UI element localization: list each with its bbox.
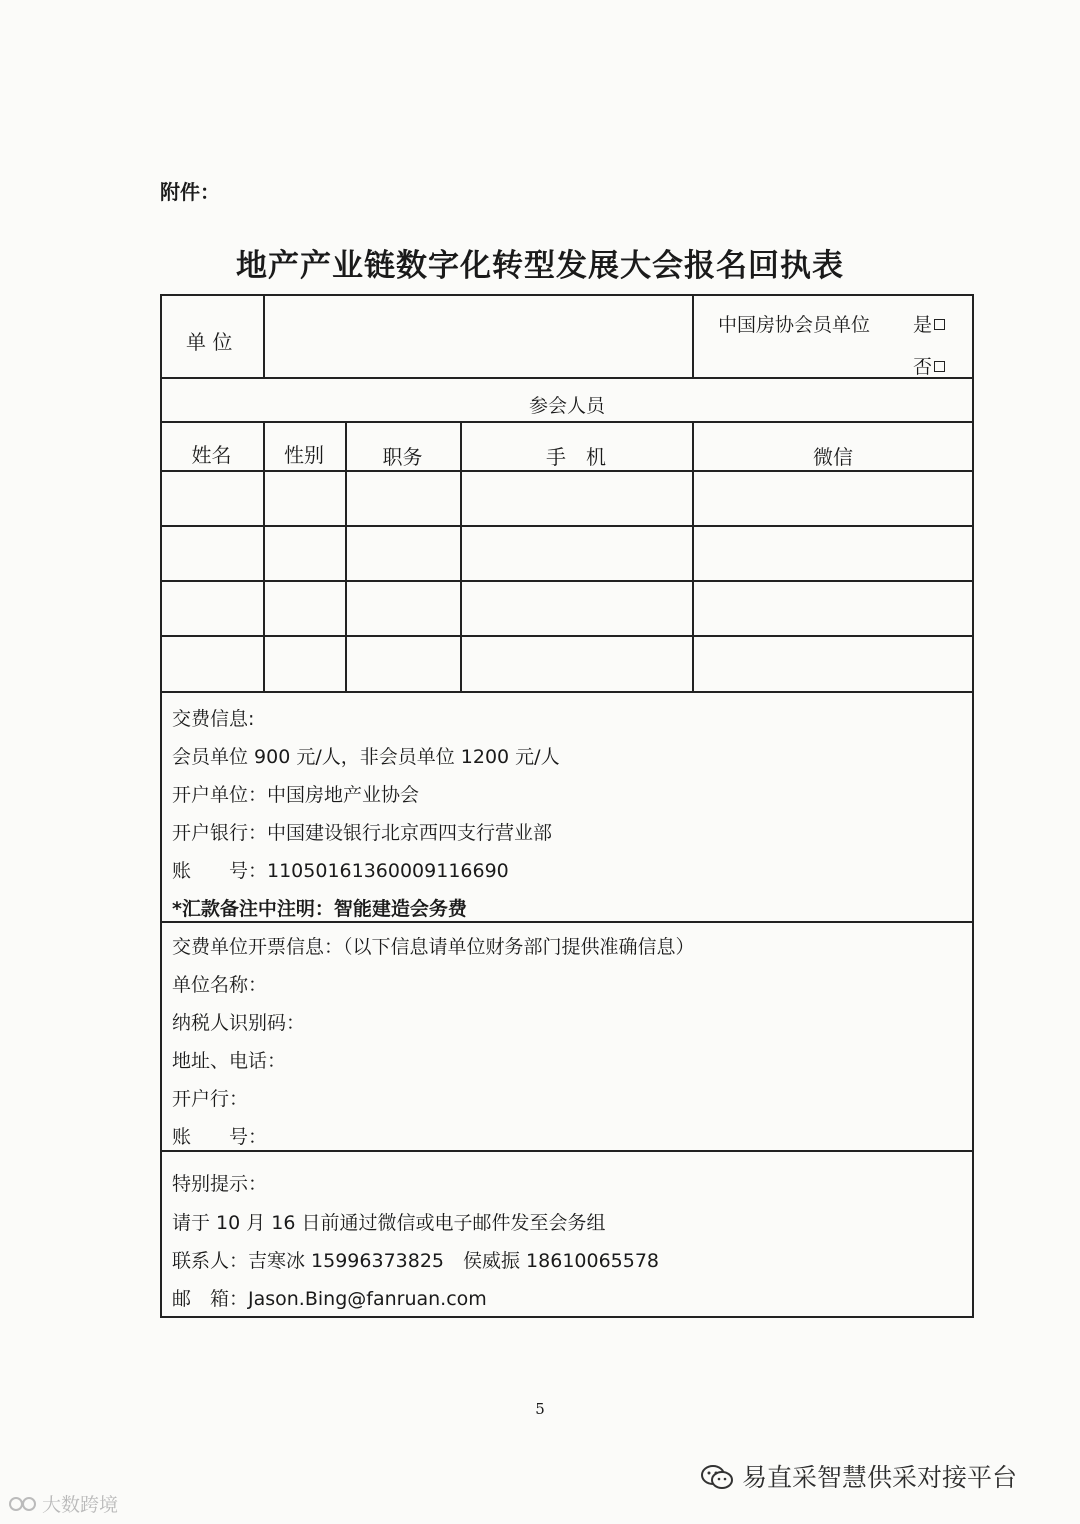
cell-position[interactable] [348, 583, 459, 634]
form-border-top [160, 294, 974, 296]
document-title: 地产产业链数字化转型发展大会报名回执表 [236, 248, 844, 284]
payment-account-number: 账 号：11050161360009116690 [172, 860, 509, 882]
cell-name[interactable] [163, 638, 262, 690]
divider [160, 691, 974, 693]
cell-wechat[interactable] [695, 638, 971, 690]
payment-bank: 开户银行：中国建设银行北京西四支行营业部 [172, 822, 553, 844]
notice-deadline: 请于 10 月 16 日前通过微信或电子邮件发至会务组 [172, 1212, 606, 1234]
form-border-bottom [160, 1316, 974, 1318]
invoice-bank: 开户行： [172, 1088, 249, 1110]
member-yes-label: 是 [913, 314, 933, 336]
cell-gender[interactable] [266, 528, 344, 579]
cell-position[interactable] [348, 528, 459, 579]
invoice-account: 账 号： [172, 1126, 268, 1148]
invoice-company-name: 单位名称： [172, 974, 268, 996]
member-yes-option[interactable] [913, 310, 945, 337]
cell-mobile[interactable] [463, 583, 691, 634]
cell-wechat[interactable] [695, 473, 971, 524]
divider [692, 294, 694, 378]
payment-heading: 交费信息: [172, 708, 255, 730]
payment-remark: *汇款备注中注明：智能建造会务费 [172, 898, 467, 920]
cell-mobile[interactable] [463, 638, 691, 690]
watermark-source [8, 1490, 118, 1517]
attachment-label: 附件： [160, 180, 220, 204]
cell-mobile[interactable] [463, 473, 691, 524]
cell-name[interactable] [163, 473, 262, 524]
divider [160, 525, 974, 527]
attendees-header: 参会人员 [528, 395, 605, 417]
watermark-wechat-account [700, 1458, 1017, 1494]
member-no-option[interactable] [913, 352, 945, 379]
col-header-mobile: 手 机 [546, 445, 606, 469]
member-question [718, 310, 870, 337]
divider [160, 1150, 974, 1152]
notice-heading: 特别提示： [172, 1173, 268, 1195]
cell-wechat[interactable] [695, 528, 971, 579]
invoice-tax-id: 纳税人识别码： [172, 1012, 306, 1034]
col-header-gender: 性别 [284, 443, 324, 467]
watermark-right-text: 易直采智慧供采对接平台 [742, 1463, 1018, 1492]
cell-name[interactable] [163, 528, 262, 579]
divider [160, 421, 974, 423]
unit-label: 单 位 [186, 330, 233, 354]
divider [263, 294, 265, 378]
cell-gender[interactable] [266, 583, 344, 634]
divider [160, 377, 974, 379]
member-question-label: 中国房协会员单位 [718, 314, 871, 336]
cell-position[interactable] [348, 638, 459, 690]
divider [160, 470, 974, 472]
watermark-left-text: 大数跨境 [42, 1494, 119, 1516]
cell-gender[interactable] [266, 638, 344, 690]
payment-account-holder: 开户单位：中国房地产业协会 [172, 784, 420, 806]
col-header-position: 职务 [382, 445, 423, 469]
checkbox-icon[interactable] [934, 319, 945, 330]
unit-name-field[interactable] [266, 297, 690, 375]
cell-name[interactable] [163, 583, 262, 634]
col-header-wechat: 微信 [813, 445, 853, 469]
cell-wechat[interactable] [695, 583, 971, 634]
divider [160, 921, 974, 923]
notice-contacts: 联系人：吉寒冰 15996373825 侯威振 18610065578 [172, 1250, 660, 1272]
invoice-heading: 交费单位开票信息：（以下信息请单位财务部门提供准确信息） [172, 936, 695, 958]
page-number: 5 [535, 1400, 545, 1418]
divider [160, 580, 974, 582]
cell-mobile[interactable] [463, 528, 691, 579]
cell-gender[interactable] [266, 473, 344, 524]
registration-form [160, 294, 974, 1318]
divider [160, 635, 974, 637]
member-no-label: 否 [913, 356, 933, 378]
cell-position[interactable] [348, 473, 459, 524]
scale-icon [8, 1493, 38, 1515]
col-header-name: 姓名 [191, 443, 232, 467]
invoice-address-phone: 地址、电话： [172, 1050, 287, 1072]
payment-fee-line: 会员单位 900 元/人，非会员单位 1200 元/人 [172, 746, 560, 768]
wechat-icon [700, 1464, 734, 1490]
checkbox-icon[interactable] [934, 361, 945, 372]
notice-email[interactable]: 邮 箱：Jason.Bing@fanruan.com [172, 1288, 487, 1310]
